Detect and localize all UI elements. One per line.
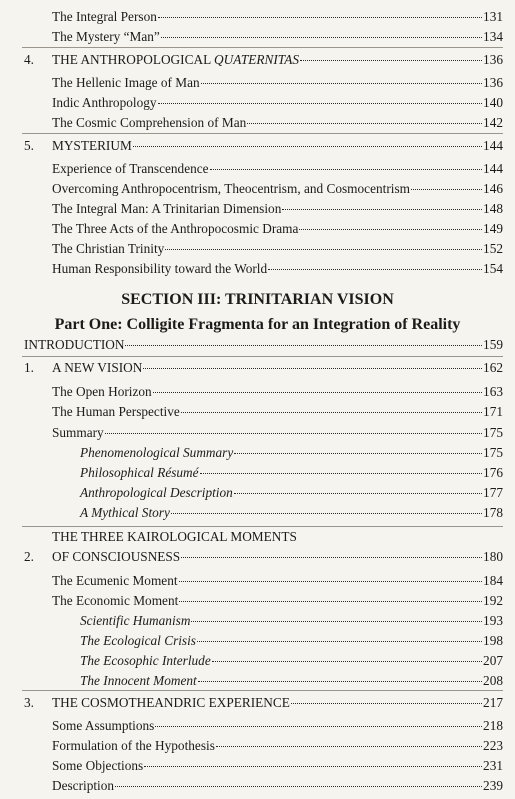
page-number: 134 bbox=[483, 29, 503, 44]
dot-leader bbox=[158, 103, 483, 104]
part-heading: Part One: Colligite Fragmenta for an Integration of Reality bbox=[54, 316, 461, 333]
toc-chapter-row bbox=[0, 358, 515, 378]
entry-title: The Innocent Moment bbox=[80, 673, 197, 688]
page-number: 192 bbox=[483, 593, 503, 608]
entry-title: The Three Acts of the Anthropocosmic Drama bbox=[52, 221, 299, 236]
entry-title: Description bbox=[52, 778, 115, 793]
dot-leader bbox=[300, 60, 482, 61]
page-number: 207 bbox=[483, 653, 503, 668]
entry-title bbox=[52, 50, 299, 70]
dot-leader bbox=[191, 621, 482, 622]
dot-leader bbox=[234, 493, 482, 494]
chapter-number: 2. bbox=[24, 549, 34, 564]
page-number: 149 bbox=[483, 221, 503, 236]
entry-title: The Ecosophic Interlude bbox=[80, 653, 211, 668]
entry-title: The Christian Trinity bbox=[52, 241, 165, 256]
toc-section-row bbox=[0, 93, 515, 113]
entry-title: Anthropological Description bbox=[80, 485, 233, 500]
toc-subsection-row bbox=[0, 651, 515, 671]
page-number: 131 bbox=[483, 9, 503, 24]
entry-title: MYSTERIUM bbox=[52, 138, 132, 153]
toc-section-row bbox=[0, 736, 515, 756]
dot-leader bbox=[210, 169, 483, 170]
dot-leader bbox=[153, 392, 482, 393]
divider bbox=[22, 356, 503, 357]
entry-title: The Ecumenic Moment bbox=[52, 573, 178, 588]
entry-title: THE COSMOTHEANDRIC EXPERIENCE bbox=[52, 695, 290, 710]
toc-section-row bbox=[0, 335, 515, 355]
dot-leader bbox=[197, 641, 482, 642]
divider bbox=[22, 47, 503, 48]
chapter-number: 5. bbox=[24, 138, 34, 153]
toc-section-row bbox=[0, 571, 515, 591]
toc-subsection-row bbox=[0, 631, 515, 651]
entry-title: The Integral Person bbox=[52, 9, 157, 24]
dot-leader bbox=[198, 681, 482, 682]
dot-leader bbox=[291, 703, 482, 704]
entry-title: OF CONSCIOUSNESS bbox=[52, 549, 181, 564]
dot-leader bbox=[282, 209, 482, 210]
toc-section-row bbox=[0, 113, 515, 133]
entry-title: Some Assumptions bbox=[52, 718, 155, 733]
entry-title: The Ecological Crisis bbox=[80, 633, 196, 648]
toc-section-row bbox=[0, 382, 515, 402]
dot-leader bbox=[165, 249, 482, 250]
toc-section-row bbox=[0, 423, 515, 443]
dot-leader bbox=[200, 473, 483, 474]
dot-leader bbox=[179, 601, 482, 602]
toc-chapter-row bbox=[0, 50, 515, 70]
page-number: 146 bbox=[483, 181, 503, 196]
page-number: 178 bbox=[483, 505, 503, 520]
dot-leader bbox=[144, 766, 482, 767]
entry-title: Summary bbox=[52, 425, 104, 440]
entry-title: The Integral Man: A Trinitarian Dimension bbox=[52, 201, 282, 216]
dot-leader bbox=[247, 123, 482, 124]
toc-section-row bbox=[0, 179, 515, 199]
page-number: 184 bbox=[483, 573, 503, 588]
page-number: 136 bbox=[483, 52, 503, 67]
page-number: 176 bbox=[483, 465, 503, 480]
entry-title: A Mythical Story bbox=[80, 505, 170, 520]
toc-section-row bbox=[0, 756, 515, 776]
dot-leader bbox=[181, 412, 482, 413]
page-number: 152 bbox=[483, 241, 503, 256]
chapter-number: 4. bbox=[24, 52, 34, 67]
dot-leader bbox=[411, 189, 482, 190]
page-number: 154 bbox=[483, 261, 503, 276]
entry-title: Indic Anthropology bbox=[52, 95, 157, 110]
toc-subsection-row bbox=[0, 503, 515, 523]
page-number: 163 bbox=[483, 384, 503, 399]
entry-title: Human Responsibility toward the World bbox=[52, 261, 268, 276]
toc-subsection-row bbox=[0, 611, 515, 631]
chapter-number: 3. bbox=[24, 695, 34, 710]
dot-leader bbox=[201, 83, 482, 84]
page-number: 177 bbox=[483, 485, 503, 500]
dot-leader bbox=[115, 786, 482, 787]
page-number: 198 bbox=[483, 633, 503, 648]
dot-leader bbox=[179, 581, 483, 582]
page-number: 159 bbox=[483, 337, 503, 352]
entry-title: The Hellenic Image of Man bbox=[52, 75, 200, 90]
section-heading: SECTION III: TRINITARIAN VISION bbox=[121, 291, 394, 308]
toc-section-row bbox=[0, 259, 515, 279]
toc-section-row bbox=[0, 219, 515, 239]
toc-subsection-row bbox=[0, 483, 515, 503]
toc-section-row bbox=[0, 239, 515, 259]
page-number: 231 bbox=[483, 758, 503, 773]
toc-section-row bbox=[0, 591, 515, 611]
dot-leader bbox=[212, 661, 482, 662]
toc-chapter-row bbox=[0, 136, 515, 156]
page-number: 217 bbox=[483, 695, 503, 710]
dot-leader bbox=[105, 433, 482, 434]
entry-title: Phenomenological Summary bbox=[80, 445, 234, 460]
chapter-number: 1. bbox=[24, 360, 34, 375]
page-number: 144 bbox=[483, 138, 503, 153]
page-number: 140 bbox=[483, 95, 503, 110]
toc-section-row bbox=[0, 776, 515, 796]
entry-title: The Cosmic Comprehension of Man bbox=[52, 115, 247, 130]
dot-leader bbox=[234, 453, 482, 454]
page-number: 171 bbox=[483, 404, 503, 419]
entry-title: Some Objections bbox=[52, 758, 144, 773]
entry-title: Formulation of the Hypothesis bbox=[52, 738, 215, 753]
dot-leader bbox=[155, 726, 482, 727]
page-number: 162 bbox=[483, 360, 503, 375]
entry-title: Philosophical Résumé bbox=[80, 465, 199, 480]
toc-chapter-row bbox=[0, 693, 515, 713]
entry-title: The Economic Moment bbox=[52, 593, 179, 608]
toc-section-row bbox=[0, 199, 515, 219]
page-number: 208 bbox=[483, 673, 503, 688]
dot-leader bbox=[171, 513, 482, 514]
page-number: 175 bbox=[483, 445, 503, 460]
page-number: 223 bbox=[483, 738, 503, 753]
toc-subsection-row bbox=[0, 463, 515, 483]
dot-leader bbox=[216, 746, 482, 747]
page-number: 218 bbox=[483, 718, 503, 733]
page-number: 136 bbox=[483, 75, 503, 90]
dot-leader bbox=[268, 269, 482, 270]
page-number: 148 bbox=[483, 201, 503, 216]
toc-section-row bbox=[0, 27, 515, 47]
divider bbox=[22, 133, 503, 134]
dot-leader bbox=[143, 368, 482, 369]
toc-section-row bbox=[0, 716, 515, 736]
entry-title: Experience of Transcendence bbox=[52, 161, 209, 176]
dot-leader bbox=[161, 37, 482, 38]
toc-chapter-row bbox=[0, 547, 515, 567]
entry-title-italic: QUATERNITAS bbox=[214, 52, 299, 67]
page-number: 175 bbox=[483, 425, 503, 440]
entry-title: Overcoming Anthropocentrism, Theocentrism, and Cosmocentrism bbox=[52, 181, 410, 196]
dot-leader bbox=[158, 17, 482, 18]
entry-title-plain: THE ANTHROPOLOGICAL bbox=[52, 52, 215, 67]
page-number: 193 bbox=[483, 613, 503, 628]
toc-subsection-row bbox=[0, 443, 515, 463]
page-number: 239 bbox=[483, 778, 503, 793]
entry-title: INTRODUCTION bbox=[24, 337, 125, 352]
entry-title: The Mystery “Man” bbox=[52, 29, 160, 44]
page-number: 180 bbox=[483, 549, 503, 564]
entry-title: A NEW VISION bbox=[52, 360, 143, 375]
toc-section-row bbox=[0, 7, 515, 27]
entry-title-first-line: THE THREE KAIROLOGICAL MOMENTS bbox=[52, 529, 297, 544]
page-number: 142 bbox=[483, 115, 503, 130]
dot-leader bbox=[125, 345, 482, 346]
toc-section-row bbox=[0, 402, 515, 422]
toc-section-row bbox=[0, 159, 515, 179]
dot-leader bbox=[181, 557, 482, 558]
entry-title: The Open Horizon bbox=[52, 384, 152, 399]
entry-title: Scientific Humanism bbox=[80, 613, 191, 628]
dot-leader bbox=[133, 146, 482, 147]
page-number: 144 bbox=[483, 161, 503, 176]
entry-title: The Human Perspective bbox=[52, 404, 180, 419]
toc-subsection-row bbox=[0, 671, 515, 691]
toc-section-row bbox=[0, 73, 515, 93]
dot-leader bbox=[299, 229, 482, 230]
